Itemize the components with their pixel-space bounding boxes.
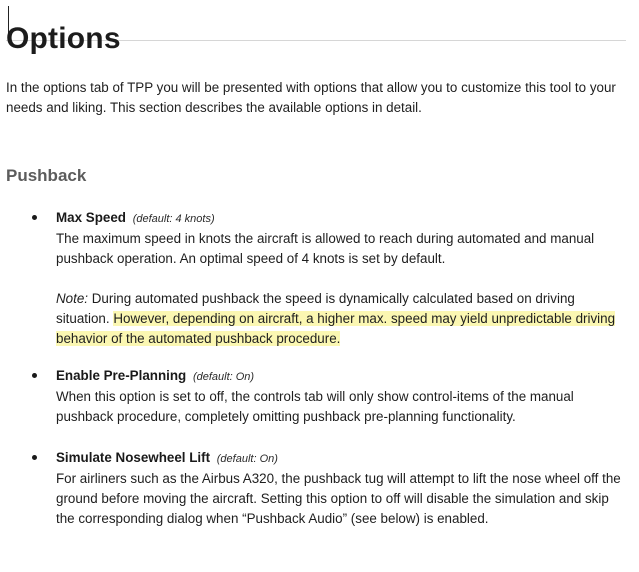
option-description: When this option is set to off, the controls tab will only show control-items of the manual pushback procedure, completely omitting pushback pre-planning functionality.: [56, 389, 574, 424]
section-heading-pushback: Pushback: [6, 166, 87, 185]
option-header: [56, 366, 624, 387]
note-highlighted-text: However, depending on aircraft, a higher max. speed may yield unpredictable driving behavior of the automated pushback procedure.: [56, 311, 616, 346]
option-description: For airliners such as the Airbus A320, the pushback tug will attempt to lift the nose wheel off the ground before moving the aircraft. Setting this option to off will disable the simulation and skip the corresponding dialog when “Pushback Audio” (see below) is enabled.: [56, 471, 621, 526]
option-header: [56, 448, 624, 469]
option-default: (default: On): [192, 371, 255, 383]
note-label: Note:: [56, 291, 89, 306]
bullet-icon: [32, 215, 37, 220]
page-title: Options: [6, 22, 121, 56]
option-body: [56, 448, 624, 529]
option-header: [56, 208, 624, 229]
intro-paragraph: In the options tab of TPP you will be presented with options that allow you to customize this tool to your needs and liking. This section describes the available options in detail.: [6, 80, 616, 115]
bullet-icon: [32, 373, 37, 378]
bullet-icon: [32, 455, 37, 460]
option-body: [56, 366, 624, 427]
title-row: [6, 0, 626, 56]
option-name: Simulate Nosewheel Lift: [56, 450, 211, 465]
option-name: Enable Pre-Planning: [56, 368, 187, 383]
note-text: During automated pushback the speed is dynamically calculated based on driving situation.: [56, 291, 575, 326]
option-body: [56, 208, 624, 349]
option-default: (default: On): [216, 453, 278, 465]
option-default: (default: 4 knots): [132, 213, 215, 225]
option-note: [56, 289, 624, 349]
option-description: The maximum speed in knots the aircraft is allowed to reach during automated and manual pushback operation. An optimal speed of 4 knots is set by default.: [56, 231, 595, 266]
option-name: Max Speed: [56, 210, 126, 225]
